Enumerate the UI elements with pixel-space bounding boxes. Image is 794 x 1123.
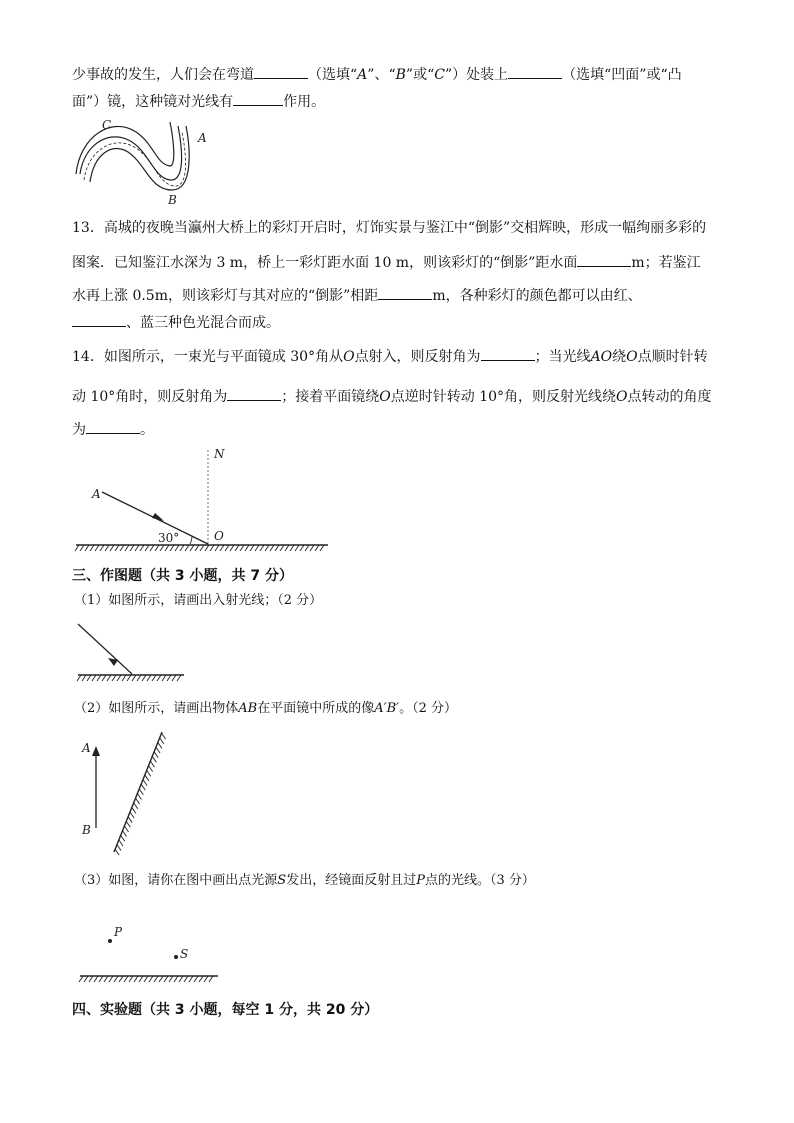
section-3-heading: 三、作图题（共 3 小题，共 7 分） (72, 568, 293, 584)
hatch-tick (185, 545, 189, 551)
drawing-q1-prompt: （1）如图所示，请画出入射光线；（2 分） (74, 593, 323, 608)
hatch-tick (135, 545, 139, 551)
drawing-q2-figure (74, 728, 174, 860)
hatch-tick (107, 675, 111, 681)
hatch-tick (145, 545, 149, 551)
hatch-tick (215, 545, 219, 551)
hatch-tick (143, 780, 147, 786)
hatch-tick (109, 976, 113, 982)
hatch-tick (132, 675, 136, 681)
q14-text: 。 (140, 422, 154, 438)
hatch-tick (142, 675, 146, 681)
hatch-tick (204, 976, 208, 982)
hatch-tick (119, 976, 123, 982)
hatch-tick (205, 545, 209, 551)
hatch-tick (190, 545, 194, 551)
hatch-tick (89, 976, 93, 982)
label-a: A (82, 741, 91, 755)
drawing-q1-figure (72, 618, 188, 688)
q12-text: ”或“ (405, 67, 435, 83)
hatch-tick (152, 756, 156, 762)
hatch-tick (117, 675, 121, 681)
hatch-tick (155, 545, 159, 551)
drawing-q2-prompt (74, 700, 457, 718)
q13-text: m，各种彩灯的颜色都可以由红、 (432, 288, 642, 304)
hatch-tick (80, 545, 84, 551)
hatch-tick (290, 545, 294, 551)
mirror-hatching (77, 675, 181, 681)
ray-ao: AO (590, 349, 613, 365)
hatch-tick (300, 545, 304, 551)
hatch-tick (102, 675, 106, 681)
hatch-tick (99, 976, 103, 982)
prompt-text: 点的光线。（3 分） (424, 873, 535, 888)
hatch-tick (310, 545, 314, 551)
q12-text: （选填“ (308, 67, 358, 83)
hatch-tick (170, 545, 174, 551)
hatch-tick (84, 976, 88, 982)
hatch-tick (150, 545, 154, 551)
hatch-tick (104, 976, 108, 982)
hatch-tick (179, 976, 183, 982)
hatch-tick (149, 976, 153, 982)
section-4-heading: 四、实验题（共 3 小题，每空 1 分，共 20 分） (72, 1002, 379, 1018)
mirror-hatching (75, 545, 324, 551)
hatch-tick (315, 545, 319, 551)
q14-text: ；接着平面镜绕 (281, 389, 380, 405)
hatch-tick (174, 976, 178, 982)
hatch-tick (139, 789, 143, 795)
point-o: O (343, 349, 355, 365)
hatch-tick (124, 976, 128, 982)
hatch-tick (320, 545, 324, 551)
q14-text: 14．如图所示，一束光与平面镜成 30°角从 (72, 349, 344, 365)
hatch-tick (260, 545, 264, 551)
q13-text: m；若鉴江 (631, 255, 701, 271)
label-b: B (168, 193, 177, 207)
hatch-tick (156, 747, 160, 753)
hatch-tick (94, 976, 98, 982)
q13-text: 图案．已知鉴江水深为 3 m，桥上一彩灯距水面 10 m，则该彩灯的“倒影”距水面 (72, 255, 578, 271)
answer-blank (508, 63, 562, 79)
drawing-q3-prompt (74, 872, 535, 890)
hatch-tick (275, 545, 279, 551)
hatch-tick (141, 784, 145, 790)
label-a: A (92, 487, 101, 501)
hatch-tick (157, 675, 161, 681)
q14-text: 点逆时针转动 10°角，则反射光线绕 (390, 389, 617, 405)
reflected-ray (78, 624, 132, 674)
label-c: C (102, 118, 112, 132)
hatch-tick (150, 761, 154, 767)
hatch-tick (184, 976, 188, 982)
q14-line-2 (72, 385, 712, 407)
hatch-tick (175, 545, 179, 551)
drawing-q3-figure (76, 922, 226, 990)
hatch-tick (126, 821, 130, 827)
hatch-tick (194, 976, 198, 982)
hatch-tick (235, 545, 239, 551)
q14-text: 动 10°角时，则反射角为 (72, 389, 228, 405)
hatch-tick (159, 976, 163, 982)
point-p: P (416, 873, 425, 888)
mirror-hatching (79, 976, 213, 982)
hatch-tick (154, 752, 158, 758)
road-curve-figure (70, 116, 220, 206)
answer-blank (72, 311, 126, 327)
hatch-tick (77, 675, 81, 681)
hatch-tick (280, 545, 284, 551)
point-p-dot (108, 939, 112, 943)
hatch-tick (85, 545, 89, 551)
hatch-tick (100, 545, 104, 551)
hatch-tick (285, 545, 289, 551)
q14-text: 点顺时针转 (637, 349, 708, 365)
hatch-tick (128, 817, 132, 823)
hatch-tick (172, 675, 176, 681)
label-b: B (82, 823, 91, 837)
hatch-tick (165, 545, 169, 551)
prompt-text: （3）如图，请你在图中画出点光源 (74, 873, 278, 888)
label-s: S (180, 947, 189, 961)
hatch-tick (158, 742, 162, 748)
point-s-dot (174, 955, 178, 959)
hatch-tick (136, 798, 140, 804)
hatch-tick (305, 545, 309, 551)
prompt-text: （2）如图所示，请画出物体 (74, 701, 239, 716)
hatch-tick (130, 545, 134, 551)
hatch-tick (189, 976, 193, 982)
q12-text: （选填“凹面”或“凸 (562, 67, 682, 83)
hatch-tick (129, 976, 133, 982)
hatch-tick (270, 545, 274, 551)
hatch-tick (220, 545, 224, 551)
hatch-tick (79, 976, 83, 982)
q13-line-2 (72, 251, 701, 273)
answer-blank (233, 90, 283, 106)
hatch-tick (164, 976, 168, 982)
hatch-tick (121, 835, 125, 841)
q14-line-1 (72, 345, 708, 367)
hatch-tick (110, 545, 114, 551)
point-o: O (379, 389, 391, 405)
q14-text: 绕 (612, 349, 627, 365)
q13-text: 、蓝三种色光混合而成。 (126, 315, 280, 331)
hatch-tick (130, 812, 134, 818)
hatch-tick (160, 738, 164, 744)
hatch-tick (115, 849, 119, 855)
answer-blank (227, 385, 281, 401)
hatch-tick (95, 545, 99, 551)
hatch-tick (132, 807, 136, 813)
hatch-tick (225, 545, 229, 551)
hatch-tick (162, 733, 166, 739)
q14-text: 点射入，则反射角为 (354, 349, 481, 365)
hatch-tick (114, 976, 118, 982)
q13-line-3 (72, 284, 642, 306)
hatch-tick (250, 545, 254, 551)
hatch-tick (149, 766, 153, 772)
option-c: C (434, 67, 445, 83)
q13-line-1 (72, 218, 706, 238)
hatch-tick (120, 545, 124, 551)
hatch-tick (177, 675, 181, 681)
mirror-hatching (115, 733, 166, 855)
hatch-tick (75, 545, 79, 551)
hatch-tick (195, 545, 199, 551)
hatch-tick (199, 976, 203, 982)
option-a: A (357, 67, 368, 83)
answer-blank (577, 251, 631, 267)
answer-blank (254, 63, 308, 79)
hatch-tick (265, 545, 269, 551)
point-o: O (616, 389, 628, 405)
reflection-figure (72, 446, 334, 556)
hatch-tick (82, 675, 86, 681)
hatch-tick (210, 545, 214, 551)
hatch-tick (124, 826, 128, 832)
hatch-tick (230, 545, 234, 551)
q12-text: 作用。 (283, 94, 326, 110)
hatch-tick (209, 976, 213, 982)
q12-text: ”、“ (367, 67, 396, 83)
hatch-tick (167, 675, 171, 681)
hatch-tick (169, 976, 173, 982)
answer-blank (481, 345, 535, 361)
q12-line-1 (72, 63, 682, 85)
hatch-tick (92, 675, 96, 681)
q13-line-4 (72, 311, 280, 333)
label-o: O (214, 529, 224, 543)
hatch-tick (134, 976, 138, 982)
q13-text: 13．高城的夜晚当瀛州大桥上的彩灯开启时，灯饰实景与鉴江中“倒影”交相辉映，形成一幅绚丽多彩的 (72, 220, 707, 236)
arrow-head (92, 746, 100, 756)
object-ab: AB (238, 701, 258, 716)
hatch-tick (152, 675, 156, 681)
hatch-tick (147, 770, 151, 776)
hatch-tick (134, 803, 138, 809)
hatch-tick (154, 976, 158, 982)
label-angle: 30° (158, 531, 180, 545)
hatch-tick (137, 794, 141, 800)
point-o: O (626, 349, 638, 365)
q12-text: 面”）镜，这种镜对光线有 (72, 94, 234, 110)
source-s: S (277, 873, 287, 888)
hatch-tick (125, 545, 129, 551)
hatch-tick (87, 675, 91, 681)
mirror-line (114, 732, 162, 852)
hatch-tick (115, 545, 119, 551)
hatch-tick (162, 675, 166, 681)
option-b: B (395, 67, 406, 83)
hatch-tick (97, 675, 101, 681)
q14-text: ；当光线 (534, 349, 591, 365)
q13-text: 水再上涨 0.5m，则该彩灯与其对应的“倒影”相距 (72, 288, 379, 304)
hatch-tick (90, 545, 94, 551)
hatch-tick (145, 775, 149, 781)
hatch-tick (200, 545, 204, 551)
hatch-tick (140, 545, 144, 551)
answer-blank (378, 284, 432, 300)
label-n: N (214, 447, 225, 461)
image-ab: A′B′ (374, 701, 400, 716)
hatch-tick (127, 675, 131, 681)
q14-line-3 (72, 418, 154, 440)
q12-text: ”）处装上 (444, 67, 509, 83)
angle-arc (190, 536, 192, 544)
hatch-tick (137, 675, 141, 681)
q12-line-2 (72, 90, 325, 112)
hatch-tick (240, 545, 244, 551)
hatch-tick (105, 545, 109, 551)
q14-text: 为 (72, 422, 86, 438)
hatch-tick (123, 831, 127, 837)
hatch-tick (255, 545, 259, 551)
prompt-text: 发出，经镜面反射且过 (286, 873, 417, 888)
answer-blank (86, 418, 140, 434)
hatch-tick (147, 675, 151, 681)
hatch-tick (119, 840, 123, 846)
prompt-text: 在平面镜中所成的像 (257, 701, 375, 716)
q12-text: 少事故的发生，人们会在弯道 (72, 67, 254, 83)
hatch-tick (180, 545, 184, 551)
hatch-tick (245, 545, 249, 551)
hatch-tick (160, 545, 164, 551)
hatch-tick (117, 845, 121, 851)
label-a: A (198, 131, 207, 145)
q14-text: 点转动的角度 (627, 389, 712, 405)
hatch-tick (295, 545, 299, 551)
hatch-tick (112, 675, 116, 681)
label-p: P (114, 925, 123, 939)
hatch-tick (122, 675, 126, 681)
hatch-tick (144, 976, 148, 982)
prompt-text: 。（2 分） (399, 701, 458, 716)
hatch-tick (139, 976, 143, 982)
